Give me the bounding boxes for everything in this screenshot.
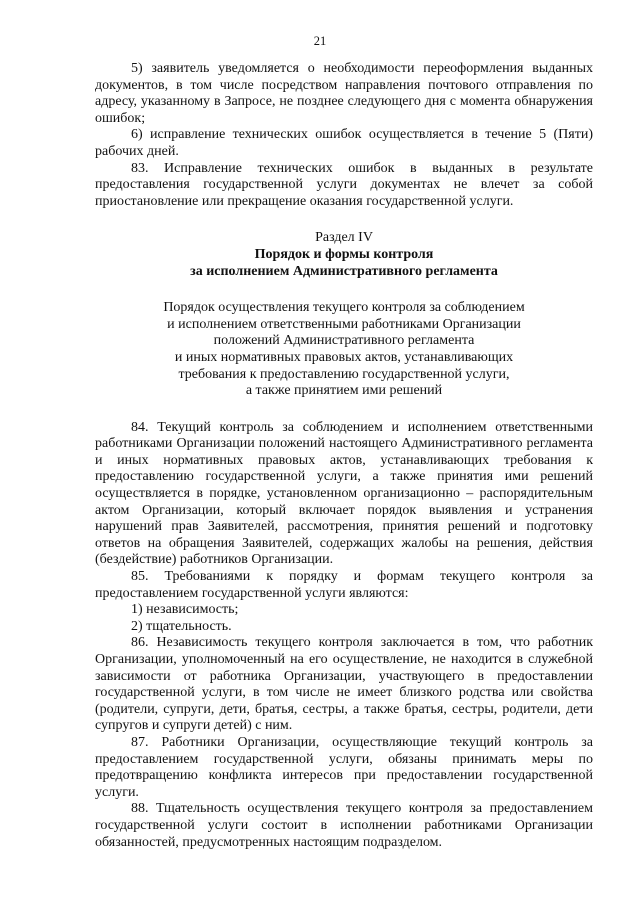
paragraph-86: 86. Независимость текущего контроля заключается в том, что работник Организации, уполномоченный на его осуществление, не находится в служебной зависимости от работника Организации, участвующего в предоставлении государственной услуги, в том числе не имеет близкого родства или свойства (родители, супруги, дети, братья, сестры, а также братья, сестры, родители, дети супругов и супруги детей) с ним. (95, 635, 593, 734)
paragraph-87: 87. Работники Организации, осуществляющие текущий контроль за предоставлением государственной услуги, обязаны принимать меры по предотвращению конфликта интересов при предоставлении государственной услуги. (95, 734, 593, 800)
section-title-line-1: Порядок и формы контроля (254, 246, 434, 262)
subsection-line-1: Порядок осуществления текущего контроля за соблюдением (163, 300, 525, 316)
paragraph-item-6: 6) исправление технических ошибок осуществляется в течение 5 (Пяти) рабочих дней. (95, 127, 593, 159)
subsection-heading (95, 300, 593, 400)
paragraph-85: 85. Требованиями к порядку и формам текущего контроля за предоставлением государственной услуги являются: (95, 569, 593, 601)
section-title-line-2: за исполнением Административного регламента (190, 263, 498, 279)
subsection-line-3: положений Административного регламента (213, 333, 475, 349)
paragraph-85-item-1: 1) независимость; (131, 602, 239, 618)
paragraph-item-5: 5) заявитель уведомляется о необходимости переоформления выданных документов, в том числе посредством направления почтового отправления по адресу, указанному в Запросе, не позднее следующего дня с момента обнаружения ошибок; (95, 61, 593, 126)
subsection-line-2: и исполнением ответственными работниками Организации (167, 316, 521, 332)
paragraph-85-item-2: 2) тщательность. (131, 618, 232, 634)
subsection-line-6: а также принятием ими решений (245, 383, 443, 399)
section-label: Раздел IV (315, 230, 373, 246)
page-number: 21 (313, 34, 327, 48)
page-content (95, 61, 593, 851)
section-heading (95, 230, 593, 280)
paragraph-84: 84. Текущий контроль за соблюдением и исполнением ответственными работниками Организации положений настоящего Административного регламента и иных нормативных правовых актов, устанавливающих требования к предоставлению государственной услуги, а также принятия ими решений осуществляется в порядке, установленном организационно – распорядительным актом Организации, который включает порядок выявления и устранения нарушений прав Заявителей, рассмотрения, принятия решений и подготовку ответов на обращения Заявителей, содержащих жалобы на решения, действия (бездействие) работников Организации. (95, 419, 593, 568)
subsection-line-4: и иных нормативных правовых актов, устанавливающих (174, 349, 514, 365)
paragraph-83: 83. Исправление технических ошибок в выданных в результате предоставления государственной услуги документах не влечет за собой приостановление или прекращение оказания государственной услуги. (95, 160, 593, 209)
subsection-line-5: требования к предоставлению государственной услуги, (178, 366, 510, 382)
paragraph-88: 88. Тщательность осуществления текущего контроля за предоставлением государственной услуги состоит в исполнении работниками Организации обязанностей, предусмотренных настоящим подразделом. (95, 801, 593, 850)
